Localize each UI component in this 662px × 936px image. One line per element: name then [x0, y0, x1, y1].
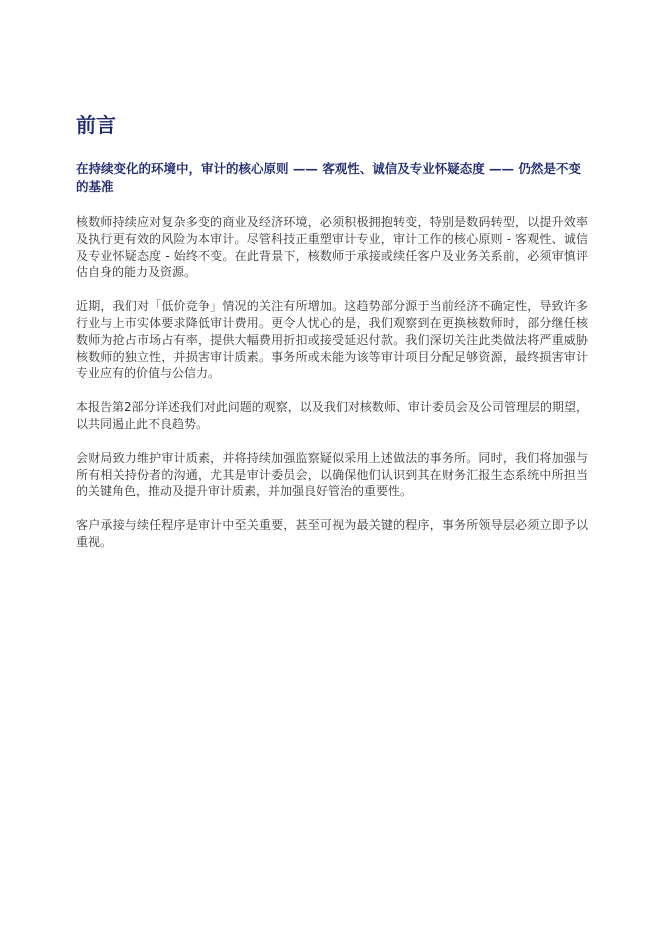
document-page — [76, 112, 588, 568]
page-title: 前言 — [76, 113, 116, 137]
paragraph-2: 近期，我们对「低价竞争」情况的关注有所增加。这趋势部分源于当前经济不确定性，导致许多行业与上市实体要求降低审计费用。更令人忧心的是，我们观察到在更换核数师时，部分继任核数师为抢占市场占有率，提供大幅费用折扣或接受延迟付款。我们深切关注此类做法将严重威胁核数师的独立性，并损害审计质素。事务所或未能为该等审计项目分配足够资源，最终损害审计专业应有的价值与公信力。 — [76, 299, 588, 381]
paragraph-4: 会财局致力维护审计质素，并将持续加强监察疑似采用上述做法的事务所。同时，我们将加强与所有相关持份者的沟通，尤其是审计委员会，以确保他们认识到其在财务汇报生态系统中所担当的关键角色，推动及提升审计质素，并加强良好管治的重要性。 — [76, 450, 588, 499]
section-subtitle: 在持续变化的环境中，审计的核心原则 —— 客观性、诚信及专业怀疑态度 —— 仍然是不变的基准 — [76, 161, 581, 194]
paragraph-3: 本报告第2部分详述我们对此问题的观察，以及我们对核数师、审计委员会及公司管理层的期望，以共同遏止此不良趋势。 — [76, 400, 588, 431]
paragraph-1: 核数师持续应对复杂多变的商业及经济环境，必须积极拥抱转变，特别是数码转型，以提升效率及执行更有效的风险为本审计。尽管科技正重塑审计专业，审计工作的核心原则 - 客观性、诚信及专业怀疑态度 - 始终不变。在此背景下，核数师于承接或续任客户及业务关系前，必须审慎评估自身的能力及资源。 — [76, 215, 588, 280]
paragraph-5: 客户承接与续任程序是审计中至关重要，甚至可视为最关键的程序，事务所领导层必须立即予以重视。 — [76, 518, 588, 549]
